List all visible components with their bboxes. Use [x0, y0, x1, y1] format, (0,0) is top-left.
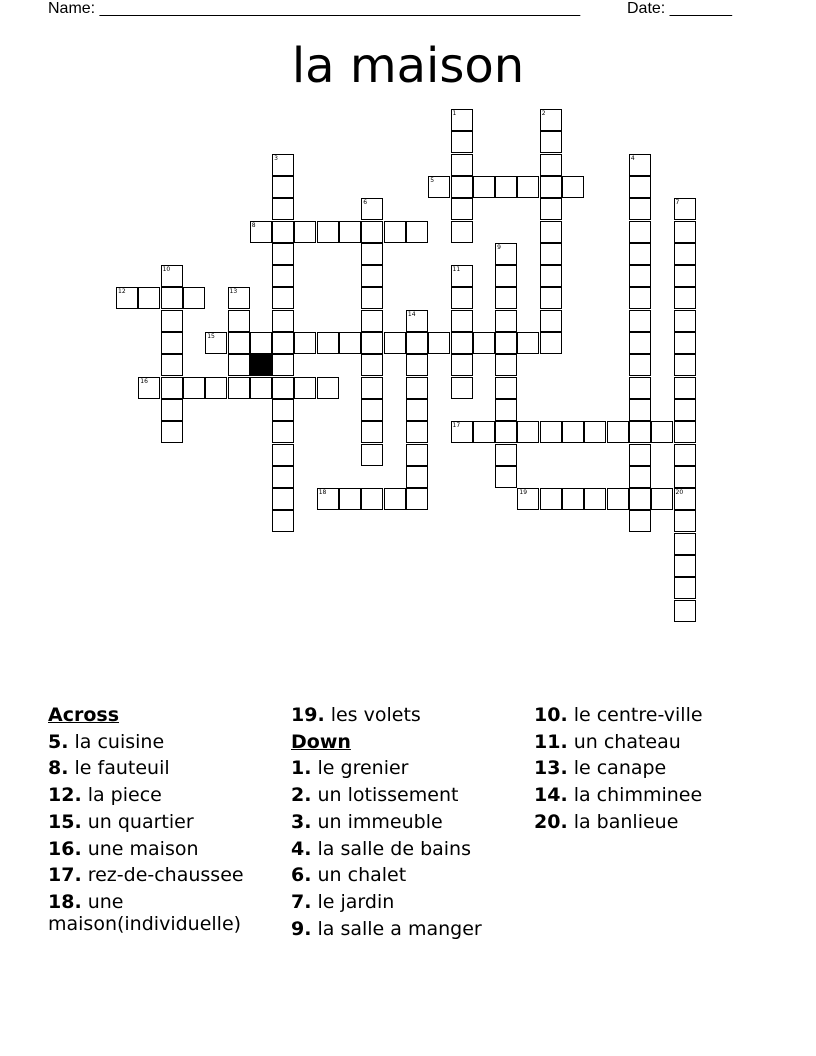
clue-across-17: 17. rez-de-chaussee [48, 864, 244, 887]
clue-down-13: 13. le canape [534, 757, 667, 780]
cell-number: 11 [452, 266, 461, 274]
grid-cell[interactable] [629, 421, 651, 443]
grid-cell[interactable] [361, 243, 383, 265]
grid-cell[interactable] [183, 377, 205, 399]
grid-cell[interactable] [540, 198, 562, 220]
grid-cell[interactable] [272, 198, 294, 220]
cell-number: 5 [430, 176, 435, 184]
cell-number: 4 [630, 154, 635, 162]
grid-cell[interactable] [674, 533, 696, 555]
clue-down-10: 10. le centre-ville [534, 704, 703, 726]
grid-cell[interactable] [272, 444, 294, 466]
grid-cell[interactable] [674, 399, 696, 421]
grid-cell[interactable] [272, 332, 294, 354]
grid-cell[interactable] [629, 176, 651, 198]
cell-number: 16 [140, 377, 148, 385]
grid-cell[interactable] [406, 466, 428, 488]
clue-down-6: 6. un chalet [291, 864, 407, 887]
grid-cell[interactable] [629, 221, 651, 243]
grid-cell[interactable] [607, 488, 629, 510]
grid-cell[interactable] [495, 332, 517, 354]
grid-cell[interactable] [451, 221, 473, 243]
grid-cell[interactable] [674, 354, 696, 376]
cell-number: 6 [363, 199, 368, 207]
grid-cell[interactable] [406, 354, 428, 376]
clue-down-20: 20. la banlieue [534, 810, 679, 833]
grid-cell[interactable] [629, 354, 651, 376]
grid-cell[interactable] [540, 221, 562, 243]
grid-cell[interactable] [161, 421, 183, 443]
grid-cell[interactable] [674, 510, 696, 532]
grid-cell[interactable] [629, 287, 651, 309]
grid-cell[interactable] [674, 287, 696, 309]
grid-cell[interactable] [451, 176, 473, 198]
grid-cell[interactable] [674, 600, 696, 622]
grid-cell[interactable] [361, 377, 383, 399]
grid-cell[interactable] [540, 488, 562, 510]
grid-cell[interactable] [629, 444, 651, 466]
across-heading: Across [48, 704, 120, 726]
grid-cell[interactable] [651, 421, 673, 443]
grid-cell[interactable] [317, 377, 339, 399]
grid-cell[interactable] [517, 488, 539, 510]
grid-cell[interactable] [228, 310, 250, 332]
date-field-label: Date: _______ [627, 0, 732, 17]
grid-cell[interactable] [406, 488, 428, 510]
grid-cell[interactable] [629, 466, 651, 488]
grid-cell[interactable] [294, 221, 316, 243]
grid-cell[interactable] [205, 377, 227, 399]
grid-cell[interactable] [540, 421, 562, 443]
grid-cell[interactable] [384, 221, 406, 243]
grid-cell[interactable] [406, 444, 428, 466]
grid-cell[interactable] [138, 287, 160, 309]
grid-cell[interactable] [674, 221, 696, 243]
clue-down-14: 14. la chimminee [534, 784, 703, 807]
grid-cell[interactable] [428, 332, 450, 354]
grid-cell[interactable] [517, 421, 539, 443]
black-cell [250, 354, 272, 376]
grid-cell[interactable] [272, 466, 294, 488]
grid-cell[interactable] [272, 510, 294, 532]
grid-cell[interactable] [451, 421, 473, 443]
clue-down-1: 1. le grenier [291, 757, 409, 780]
clue-down-2: 2. un lotissement [291, 784, 459, 807]
grid-cell[interactable] [406, 421, 428, 443]
grid-cell[interactable] [495, 176, 517, 198]
grid-cell[interactable] [674, 488, 696, 510]
cell-number: 19 [519, 489, 528, 497]
grid-cell[interactable] [495, 399, 517, 421]
grid-cell[interactable] [361, 421, 383, 443]
grid-cell[interactable] [406, 221, 428, 243]
grid-cell[interactable] [584, 488, 606, 510]
grid-cell[interactable] [674, 332, 696, 354]
grid-cell[interactable] [540, 287, 562, 309]
grid-cell[interactable] [384, 332, 406, 354]
clue-down-4: 4. la salle de bains [291, 837, 472, 860]
clue-across-15: 15. un quartier [48, 810, 194, 833]
grid-cell[interactable] [451, 109, 473, 131]
grid-cell[interactable] [540, 131, 562, 153]
grid-cell[interactable] [629, 399, 651, 421]
grid-cell[interactable] [674, 421, 696, 443]
grid-cell[interactable] [361, 221, 383, 243]
grid-cell[interactable] [562, 488, 584, 510]
grid-cell[interactable] [540, 265, 562, 287]
grid-cell[interactable] [562, 176, 584, 198]
grid-cell[interactable] [406, 399, 428, 421]
grid-cell[interactable] [473, 176, 495, 198]
grid-cell[interactable] [272, 287, 294, 309]
grid-cell[interactable] [406, 332, 428, 354]
grid-cell[interactable] [674, 577, 696, 599]
grid-cell[interactable] [228, 377, 250, 399]
grid-cell[interactable] [361, 310, 383, 332]
grid-cell[interactable] [272, 310, 294, 332]
grid-cell[interactable] [161, 287, 183, 309]
down-heading: Down [291, 730, 351, 753]
grid-cell[interactable] [228, 354, 250, 376]
clue-across-16: 16. une maison [48, 837, 199, 860]
cell-number: 9 [497, 243, 501, 251]
grid-cell[interactable] [272, 488, 294, 510]
grid-cell[interactable] [451, 265, 473, 287]
cell-number: 12 [118, 288, 126, 296]
grid-cell[interactable] [294, 377, 316, 399]
grid-cell[interactable] [451, 154, 473, 176]
grid-cell[interactable] [339, 488, 361, 510]
grid-cell[interactable] [183, 287, 205, 309]
grid-cell[interactable] [361, 488, 383, 510]
grid-cell[interactable] [161, 332, 183, 354]
clue-column-3 [534, 702, 703, 836]
grid-cell[interactable] [361, 444, 383, 466]
grid-cell[interactable] [272, 154, 294, 176]
grid-cell[interactable] [473, 421, 495, 443]
grid-cell[interactable] [361, 198, 383, 220]
name-field-label: Name: ______________________________________________________ [48, 0, 581, 17]
grid-cell[interactable] [161, 265, 183, 287]
grid-cell[interactable] [517, 176, 539, 198]
grid-cell[interactable] [629, 488, 651, 510]
grid-cell[interactable] [629, 510, 651, 532]
grid-cell[interactable] [540, 154, 562, 176]
grid-cell[interactable] [272, 243, 294, 265]
grid-cell[interactable] [674, 265, 696, 287]
grid-cell[interactable] [495, 377, 517, 399]
grid-cell[interactable] [317, 332, 339, 354]
grid-cell[interactable] [674, 198, 696, 220]
clue-down-9: 9. la salle a manger [291, 917, 482, 940]
grid-cell[interactable] [495, 310, 517, 332]
grid-cell[interactable] [272, 265, 294, 287]
cell-number: 20 [675, 489, 684, 497]
grid-cell[interactable] [317, 488, 339, 510]
grid-cell[interactable] [272, 221, 294, 243]
grid-cell[interactable] [629, 310, 651, 332]
grid-cell[interactable] [161, 399, 183, 421]
puzzle-title: la maison [291, 38, 525, 94]
cell-number: 8 [251, 221, 256, 229]
grid-cell[interactable] [495, 444, 517, 466]
clue-column-2 [291, 702, 482, 942]
grid-cell[interactable] [428, 176, 450, 198]
grid-cell[interactable] [674, 444, 696, 466]
grid-cell[interactable] [451, 377, 473, 399]
cell-number: 1 [452, 110, 457, 117]
grid-cell[interactable] [674, 466, 696, 488]
grid-cell[interactable] [250, 221, 272, 243]
grid-cell[interactable] [674, 377, 696, 399]
grid-cell[interactable] [339, 332, 361, 354]
grid-cell[interactable] [272, 377, 294, 399]
grid-cell[interactable] [228, 332, 250, 354]
grid-cell[interactable] [361, 354, 383, 376]
grid-cell[interactable] [161, 377, 183, 399]
grid-cell[interactable] [451, 287, 473, 309]
clue-across-18: 18. une maison(individuelle) [48, 890, 242, 935]
clue-across-12: 12. la piece [48, 784, 162, 807]
grid-cell[interactable] [272, 176, 294, 198]
clue-column-1 [48, 702, 268, 938]
clue-across-5: 5. la cuisine [48, 730, 165, 753]
grid-cell[interactable] [317, 221, 339, 243]
cell-number: 14 [407, 310, 416, 318]
grid-cell[interactable] [406, 377, 428, 399]
grid-cell[interactable] [495, 243, 517, 265]
grid-cell[interactable] [629, 154, 651, 176]
cell-number: 10 [162, 266, 171, 274]
grid-cell[interactable] [562, 421, 584, 443]
grid-cell[interactable] [629, 265, 651, 287]
grid-cell[interactable] [674, 555, 696, 577]
cell-number: 2 [541, 110, 546, 117]
clue-across-8: 8. le fauteuil [48, 757, 170, 780]
grid-cell[interactable] [629, 377, 651, 399]
grid-cell[interactable] [451, 131, 473, 153]
grid-cell[interactable] [473, 332, 495, 354]
clue-down-7: 7. le jardin [291, 890, 395, 913]
clue-down-11: 11. un chateau [534, 730, 681, 753]
grid-cell[interactable] [361, 399, 383, 421]
grid-cell[interactable] [451, 198, 473, 220]
cell-number: 15 [207, 333, 215, 340]
grid-cell[interactable] [495, 287, 517, 309]
grid-cell[interactable] [540, 310, 562, 332]
grid-cell[interactable] [272, 421, 294, 443]
grid-cell[interactable] [629, 243, 651, 265]
grid-cell[interactable] [205, 332, 227, 354]
grid-cell[interactable] [250, 332, 272, 354]
grid-cell[interactable] [451, 310, 473, 332]
grid-cell[interactable] [674, 310, 696, 332]
grid-cell[interactable] [161, 310, 183, 332]
grid-cell[interactable] [584, 421, 606, 443]
grid-cell[interactable] [540, 243, 562, 265]
cell-number: 3 [274, 154, 278, 162]
grid-cell[interactable] [361, 265, 383, 287]
grid-cell[interactable] [495, 421, 517, 443]
clue-across-19: 19. les volets [291, 704, 421, 726]
grid-cell[interactable] [629, 198, 651, 220]
grid-cell[interactable] [495, 466, 517, 488]
grid-cell[interactable] [451, 354, 473, 376]
grid-cell[interactable] [138, 377, 160, 399]
grid-cell[interactable] [339, 221, 361, 243]
grid-cell[interactable] [384, 488, 406, 510]
grid-cell[interactable] [451, 332, 473, 354]
cell-number: 7 [675, 199, 680, 207]
grid-cell[interactable] [250, 377, 272, 399]
grid-cell[interactable] [272, 399, 294, 421]
grid-cell[interactable] [607, 421, 629, 443]
grid-cell[interactable] [272, 354, 294, 376]
clue-down-3: 3. un immeuble [291, 810, 443, 833]
grid-cell[interactable] [161, 354, 183, 376]
grid-cell[interactable] [361, 332, 383, 354]
grid-cell[interactable] [361, 287, 383, 309]
grid-cell[interactable] [294, 332, 316, 354]
grid-cell[interactable] [540, 109, 562, 131]
cell-number: 13 [229, 288, 238, 296]
cell-number: 18 [318, 489, 327, 497]
grid-cell[interactable] [228, 287, 250, 309]
grid-cell[interactable] [517, 332, 539, 354]
grid-cell[interactable] [495, 354, 517, 376]
cell-number: 17 [452, 422, 461, 430]
grid-cell[interactable] [651, 488, 673, 510]
grid-cell[interactable] [406, 310, 428, 332]
grid-cell[interactable] [540, 176, 562, 198]
grid-cell[interactable] [629, 332, 651, 354]
grid-cell[interactable] [540, 332, 562, 354]
grid-cell[interactable] [495, 265, 517, 287]
grid-cell[interactable] [116, 287, 138, 309]
grid-cell[interactable] [674, 243, 696, 265]
